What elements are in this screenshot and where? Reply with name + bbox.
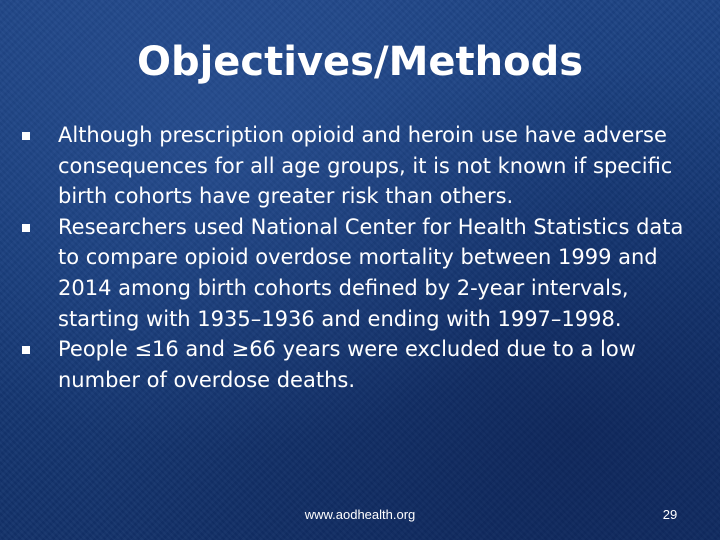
bullet-text: Although prescription opioid and heroin use have adverse consequences for all age groups, it is not known if specific birth cohorts have greater risk than others.: [58, 123, 673, 209]
bullet-text: Researchers used National Center for Health Statistics data to compare opioid overdose mortality between 1999 and 2014 among birth cohorts defined by 2-year intervals, starting with 1935–1936 and ending with 1997–1998.: [58, 214, 684, 331]
page-number: 29: [662, 507, 678, 522]
square-bullet-icon: [22, 346, 30, 354]
bullet-text: People ≤16 and ≥66 years were excluded due to a low number of overdose deaths.: [58, 337, 636, 392]
bullet-list: [58, 120, 698, 395]
square-bullet-icon: [22, 132, 30, 140]
bullet-item: [58, 334, 698, 395]
square-bullet-icon: [22, 224, 30, 232]
bullet-item: [58, 212, 698, 334]
slide-title: Objectives/Methods: [136, 39, 584, 85]
bullet-item: [58, 120, 698, 212]
footer-url: www.aodhealth.org: [304, 507, 416, 522]
